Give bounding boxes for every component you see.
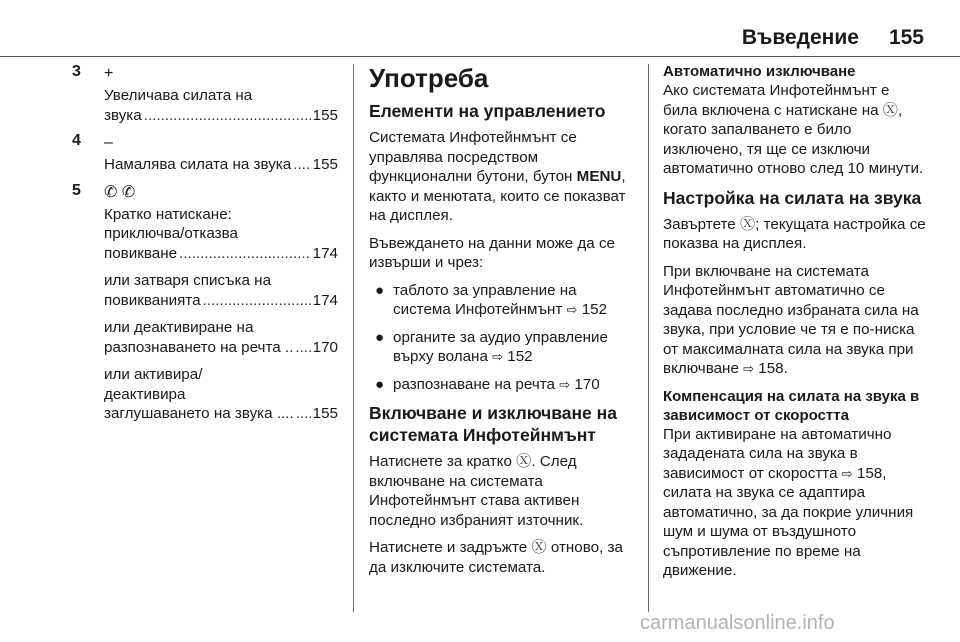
column-divider-2 [648,64,649,612]
cross-reference-icon: ⇨ [841,465,853,481]
item-number: 3 [72,63,81,80]
onoff-heading: Включване и изключване на системата Инфотейнмънт [369,403,617,445]
dot-leader [203,291,311,311]
toc-entry [104,244,338,264]
onoff-paragraph-2: Натиснете и задръжте Ⓧ отново, за да изключите системата. [369,539,623,576]
input-methods-list [369,281,631,395]
page-number: 155 [888,26,924,49]
onoff-paragraph-1: Натиснете за кратко Ⓧ. След включване на системата Инфотейнмънт става активен последно избраният източник. [369,453,584,529]
auto-off-paragraph: Ако системата Инфотейнмънт е била включена с натискане на Ⓧ, когато запалването е било изключено, тя ще се изключи автоматично отново след 10 минути. [663,82,924,177]
list-item: ● таблото за управление на система Инфотейнмънт ⇨ 152 [375,281,608,318]
controls-paragraph: Системата Инфотейнмънт се управлява посредством функционални бутони, бутон MENU, както и менютата, които се показват на дисплея. [369,129,626,224]
toc-entry [104,404,338,424]
item-number: 4 [72,132,81,149]
dot-leader [293,155,310,175]
cross-reference-icon: ⇨ [743,361,755,376]
bullet-icon: ● [375,328,385,346]
control-item [72,62,338,125]
entry-page-number[interactable]: 155 [312,405,338,422]
cross-reference-page[interactable]: 152 [507,348,533,365]
cross-reference-page[interactable]: 170 [574,375,600,393]
bullet-icon: ● [375,375,385,393]
control-item [72,131,338,175]
page-header [742,26,924,50]
speed-heading: Компенсация на силата на звука в зависимост от скоростта [663,387,920,424]
dot-leader [296,404,311,424]
cross-reference-icon: ⇨ [566,302,578,317]
column-usage [369,62,631,585]
list-item: ● органите за аудио управление върху волана ⇨ 152 [375,328,608,365]
entry-text: заглушаването на звука .... [104,405,294,422]
volume-paragraph-1: Завъртете Ⓧ; текущата настройка се показва на дисплея. [663,215,926,252]
description-line: Увеличава силата на [104,87,253,104]
dot-leader [179,244,311,264]
description-line: или затваря списъка на [104,272,272,289]
entry-text: Намалява силата на звука [104,156,292,173]
column-volume [663,62,927,589]
entry-page-number[interactable]: 155 [312,106,338,124]
control-item [72,181,338,424]
toc-entry [104,291,338,311]
entry-text: повикване [104,244,178,262]
entry-text: повикванията [104,291,201,309]
dot-leader [295,338,310,358]
volume-paragraph-2: При включване на системата Инфотейнмънт автоматично се задава последно избраната сила на звука, при условие че тя е по-ниска от максималната сила на звука при включване ⇨ 158. [663,262,919,377]
toc-entry [104,106,338,126]
column-controls-list [72,62,338,424]
item-description [104,205,338,424]
volume-heading: Настройка на силата на звука [663,187,922,208]
toc-entry [104,155,338,175]
section-title: Въведение [741,26,859,49]
item-description [104,86,338,125]
cross-reference-page[interactable]: 158 [856,464,883,482]
watermark: carmanualsonline.info [640,612,835,634]
input-paragraph: Въвеждането на данни може да се извърши и чрез: [369,234,615,271]
cross-reference-page[interactable]: 158 [758,360,784,377]
description-line: Кратко натискане: [104,205,232,223]
header-divider [0,56,960,57]
cross-reference-icon: ⇨ [559,376,571,392]
entry-text: звука [104,106,142,124]
control-symbol-icon: ✆ ✆ [104,183,136,201]
entry-page-number[interactable]: 155 [312,156,338,173]
cross-reference-icon: ⇨ [492,349,504,364]
item-description [104,155,338,175]
speed-paragraph: При активиране на автоматично зададената сила на звука в зависимост от скоростта ⇨ 158, силата на звука се адаптира автоматично, за да покрие уличния шум и шума от въздушното съпротивление по време на движение. [663,425,914,579]
list-item: ● разпознаване на речта ⇨ 170 [375,375,600,393]
cross-reference-page[interactable]: 152 [581,301,608,318]
control-symbol-icon: – [104,134,113,151]
description-line: приключва/отказва [104,225,238,242]
column-divider-1 [353,64,354,612]
description-line: или активира/ [104,366,203,383]
dot-leader [144,106,311,126]
description-line: или деактивиране на [104,319,254,336]
menu-button-label: MENU [576,168,622,185]
toc-entry [104,338,338,358]
usage-title: Употреба [369,63,489,93]
entry-page-number[interactable]: 170 [312,338,338,356]
entry-page-number[interactable]: 174 [312,244,338,262]
controls-heading: Елементи на управлението [369,101,606,121]
control-symbol-icon: + [104,65,114,82]
item-number: 5 [72,181,81,199]
entry-text: разпознаването на речта .. [104,338,294,356]
entry-page-number[interactable]: 174 [312,291,338,309]
auto-off-heading: Автоматично изключване [663,63,856,80]
description-line: деактивира [104,385,186,403]
bullet-icon: ● [375,281,385,299]
